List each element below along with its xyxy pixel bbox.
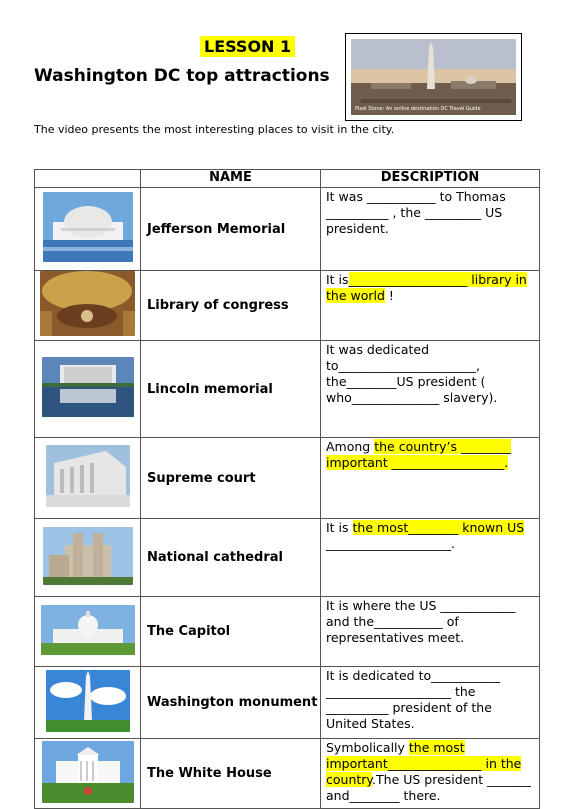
table-row (35, 438, 540, 519)
description-segment: Symbolically (326, 740, 409, 755)
table-header-row (35, 170, 540, 188)
attraction-name: The White House (141, 739, 321, 809)
table-row (35, 597, 540, 667)
table-row (35, 519, 540, 597)
intro-text: The video presents the most interesting places to visit in the city. (34, 123, 395, 136)
lincoln-memorial-image (42, 357, 134, 417)
capitol-image (41, 605, 135, 655)
supreme-court-image (46, 445, 130, 507)
attraction-description (321, 438, 540, 519)
attraction-description (321, 739, 540, 809)
description-segment: It is where the US ____________ and the___________ of representatives meet. (326, 598, 516, 645)
attractions-table (34, 169, 540, 809)
page-title: Washington DC top attractions (34, 66, 330, 86)
attraction-name: Washington monument (141, 667, 321, 739)
attraction-description (321, 188, 540, 271)
image-cell (35, 271, 141, 341)
image-cell (35, 597, 141, 667)
description-segment: the country’s ________ important __________________. (326, 439, 511, 470)
attraction-description (321, 667, 540, 739)
attraction-name: Jefferson Memorial (141, 188, 321, 271)
attraction-name: Lincoln memorial (141, 341, 321, 438)
attraction-name: National cathedral (141, 519, 321, 597)
image-cell (35, 519, 141, 597)
description-segment: the most important_______________ in the country (326, 740, 522, 787)
description-segment: It is (326, 272, 349, 287)
image-cell (35, 438, 141, 519)
description-segment: Among (326, 439, 375, 454)
description-segment: the most________ known US (352, 520, 525, 535)
library-of-congress-image (40, 271, 135, 336)
jefferson-memorial-image (43, 192, 133, 262)
header-image-cell (35, 170, 141, 188)
national-cathedral-image (43, 527, 133, 585)
washington-monument-image (46, 670, 130, 732)
attraction-description (321, 519, 540, 597)
attraction-description (321, 341, 540, 438)
lesson-label: LESSON 1 (200, 36, 295, 57)
image-cell (35, 739, 141, 809)
table-row (35, 271, 540, 341)
description-segment: ! (384, 288, 394, 303)
image-cell (35, 188, 141, 271)
table-row (35, 667, 540, 739)
description-segment: It was dedicated to______________________, the________US president ( who______________ slavery). (326, 342, 498, 405)
header-description: DESCRIPTION (321, 170, 540, 188)
white-house-image (42, 741, 134, 803)
washington-skyline-image (351, 39, 516, 115)
attraction-name: The Capitol (141, 597, 321, 667)
image-cell (35, 341, 141, 438)
hero-image-frame (345, 33, 522, 121)
description-segment: It is dedicated to___________ ____________________ the __________ president of the United States. (326, 668, 500, 731)
description-segment: .The US president _______ and________ there. (326, 772, 531, 803)
attraction-description (321, 597, 540, 667)
attraction-name: Supreme court (141, 438, 321, 519)
description-segment: ___________________ library in the world (326, 272, 527, 303)
description-segment: It was ___________ to Thomas __________ , the _________ US president. (326, 189, 506, 236)
image-cell (35, 667, 141, 739)
description-segment: ____________________. (326, 536, 455, 551)
hero-caption: Pixel Stone: An online destination DC Travel Guide (355, 106, 481, 112)
table-row (35, 739, 540, 809)
description-segment: It is (326, 520, 353, 535)
table-row (35, 341, 540, 438)
header-name: NAME (141, 170, 321, 188)
attraction-name: Library of congress (141, 271, 321, 341)
table-row (35, 188, 540, 271)
attraction-description (321, 271, 540, 341)
